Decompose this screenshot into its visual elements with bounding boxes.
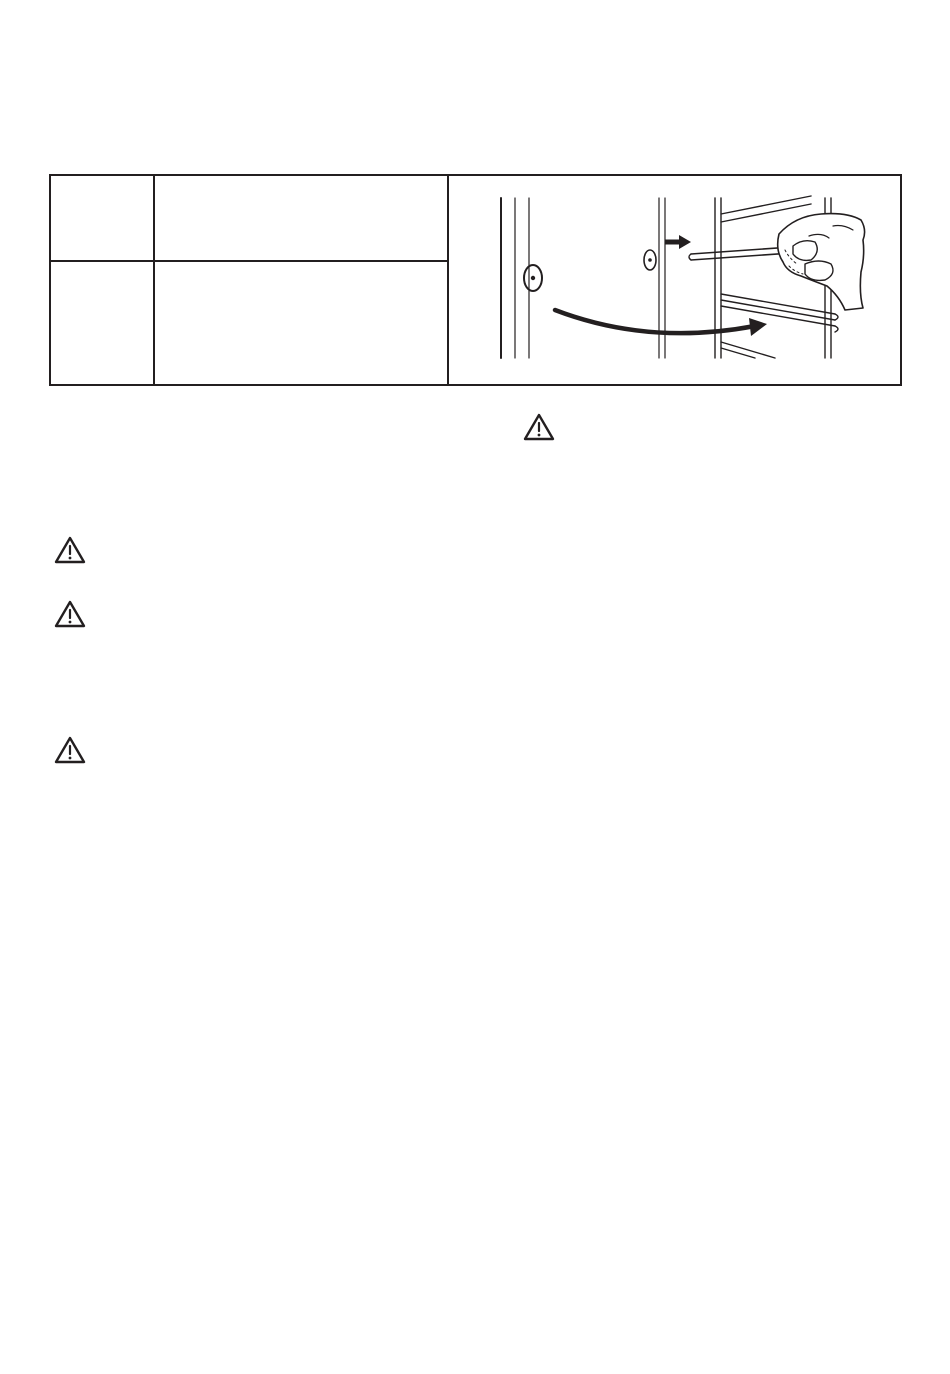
table-row-1-text <box>161 182 441 254</box>
table-row-1-label <box>57 182 147 254</box>
instruction-table <box>49 174 902 386</box>
warning-triangle-icon <box>54 536 86 564</box>
warning-triangle-icon <box>523 413 555 441</box>
arrow-right-icon <box>665 235 691 249</box>
warning-triangle-icon <box>54 600 86 628</box>
curved-arrow-icon <box>555 310 767 336</box>
shelf-support-illustration <box>449 176 900 384</box>
warning-triangle-icon <box>54 736 86 764</box>
table-row-2-label <box>57 268 147 378</box>
table-row-divider <box>51 260 447 262</box>
table-row-2-text <box>161 268 441 378</box>
table-column-divider <box>153 176 155 384</box>
